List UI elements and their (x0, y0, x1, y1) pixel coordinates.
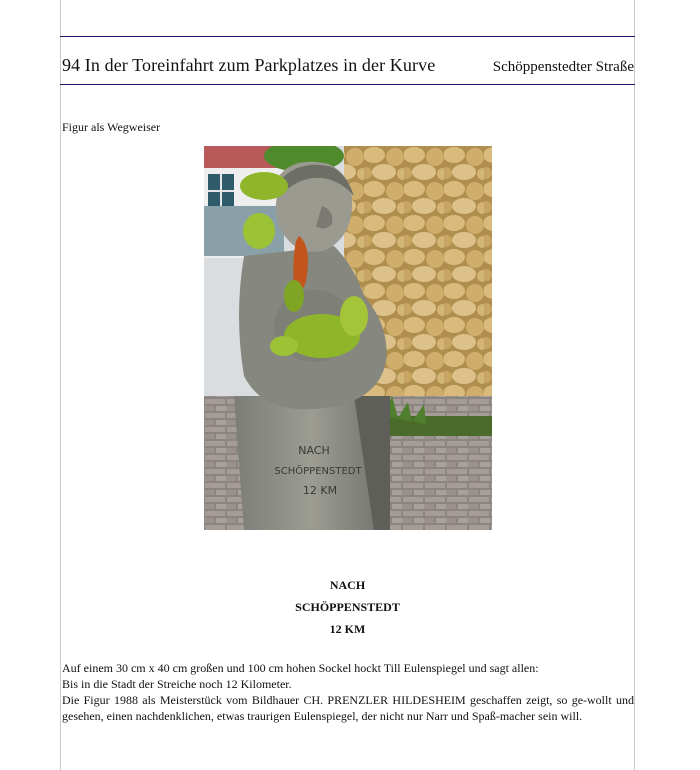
figure-caption: Figur als Wegweiser (62, 120, 161, 134)
pedestal-line-1: NACH (298, 444, 330, 457)
statue-illustration (204, 146, 492, 530)
statue-photo (204, 146, 492, 530)
description-paragraph: Die Figur 1988 als Meisterstück vom Bildhauer CH. PRENZLER HILDESHEIM geschaffen zeigt, so ge-wollt und gesehen, einen nachdenklichen, etwas traurigen Eulenspiegel, der nicht nur Narr und Spaß-macher sein will. (62, 693, 634, 723)
description-line-2: Bis in die Stadt der Streiche noch 12 Kilometer. (62, 677, 292, 691)
pedestal-line-3: 12 KM (302, 484, 338, 497)
inscription-text (60, 574, 635, 640)
inscription-line-2: SCHÖPPENSTEDT (295, 600, 400, 614)
header-rule-bottom (60, 84, 635, 85)
inscription-line-3: 12 KM (329, 622, 366, 636)
pedestal-line-2: SCHÖPPENSTEDT (274, 466, 362, 477)
inscription-line-1: NACH (329, 578, 366, 592)
street-name: Schöppenstedter Straße (492, 59, 634, 75)
description-line-1: Auf einem 30 cm x 40 cm großen und 100 cm hohen Sockel hockt Till Eulenspiegel und sagt allen: (62, 661, 539, 675)
page-title: 94 In der Toreinfahrt zum Parkplatzes in der Kurve (62, 55, 436, 75)
header-rule-top (60, 36, 635, 37)
description-text (62, 660, 634, 724)
page-header (62, 55, 634, 76)
